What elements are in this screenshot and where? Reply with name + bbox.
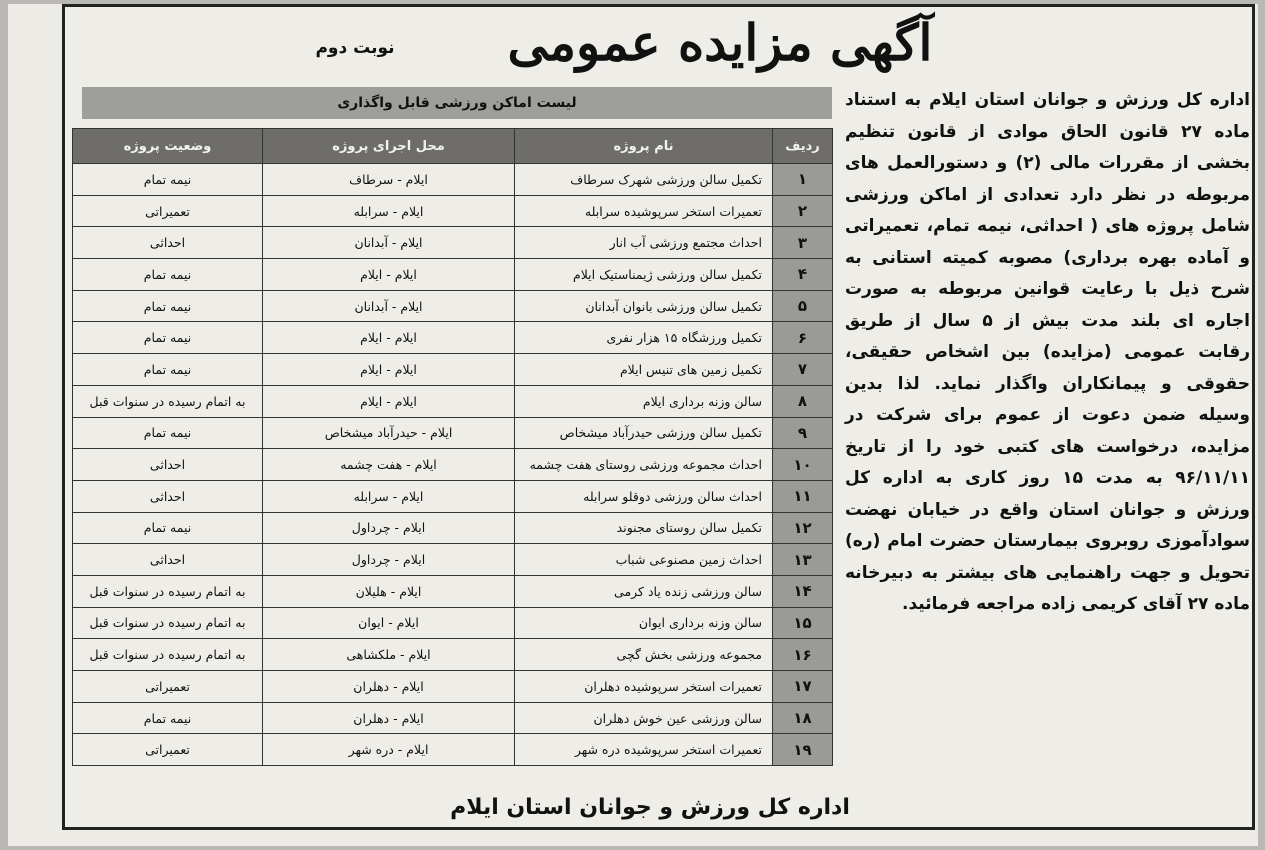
table-row <box>73 512 833 544</box>
col-header-name: نام پروژه <box>515 129 773 164</box>
project-name: تعمیرات استخر سرپوشیده سرابله <box>515 195 773 227</box>
table-row <box>73 227 833 259</box>
project-location: ایلام - چرداول <box>263 544 515 576</box>
project-status: نیمه تمام <box>73 354 263 386</box>
announcement-body: اداره کل ورزش و جوانان استان ایلام به استناد ماده ۲۷ قانون الحاق موادی از قانون تنظیم بخشی از مقررات مالی (۲) و دستورالعمل های مربوطه در نظر دارد تعدادی از اماکن ورزشی شامل پروژه های ( احداثی، نیمه تمام، تعمیراتی و آماده بهره برداری) مصوبه کمیته استانی به شرح ذیل با رعایت قوانین مربوطه به صورت اجاره ای بلند مدت بیش از ۵ سال از طریق رقابت عمومی (مزایده) بین اشخاص حقیقی، حقوقی و پیمانکاران واگذار نماید. لذا بدین وسیله ضمن دعوت از عموم برای شرکت در مزایده، درخواست های کتبی خود را از تاریخ ۹۶/۱۱/۱۱ به مدت ۱۵ روز کاری به اداره کل ورزش و جوانان استان واقع در خیابان نهضت سوادآموزی روبروی بیمارستان حضرت امام (ره) تحویل و جهت راهنمایی های بیشتر به دبیرخانه ماده ۲۷ آقای کریمی زاده مراجعه فرمائید. <box>845 90 1251 614</box>
project-name: تکمیل ورزشگاه ۱۵ هزار نفری <box>515 322 773 354</box>
project-location: ایلام - دهلران <box>263 702 515 734</box>
col-header-location: محل اجرای پروژه <box>263 129 515 164</box>
project-location: ایلام - هفت چشمه <box>263 449 515 481</box>
project-location: ایلام - سرابله <box>263 195 515 227</box>
table-row <box>73 322 833 354</box>
table-row <box>73 575 833 607</box>
row-number: ۱۵ <box>773 607 833 639</box>
project-status: احداثی <box>73 544 263 576</box>
row-number: ۶ <box>773 322 833 354</box>
row-number: ۱۰ <box>773 449 833 481</box>
project-name: مجموعه ورزشی بخش گچی <box>515 639 773 671</box>
table-row <box>73 259 833 291</box>
project-name: تکمیل سالن ورزشی بانوان آبدانان <box>515 290 773 322</box>
table-row <box>73 164 833 196</box>
row-number: ۱۶ <box>773 639 833 671</box>
project-status: احداثی <box>73 480 263 512</box>
project-location: ایلام - چرداول <box>263 512 515 544</box>
project-name: سالن ورزشی زنده یاد کرمی <box>515 575 773 607</box>
project-name: احداث مجموعه ورزشی روستای هفت چشمه <box>515 449 773 481</box>
row-number: ۵ <box>773 290 833 322</box>
project-status: به اتمام رسیده در سنوات قبل <box>73 575 263 607</box>
col-header-status: وضعیت پروژه <box>73 129 263 164</box>
project-name: سالن وزنه برداری ایوان <box>515 607 773 639</box>
project-location: ایلام - هلیلان <box>263 575 515 607</box>
project-name: تکمیل سالن ورزشی شهرک سرطاف <box>515 164 773 196</box>
project-name: سالن ورزشی عین خوش دهلران <box>515 702 773 734</box>
row-number: ۹ <box>773 417 833 449</box>
row-number: ۱۷ <box>773 671 833 703</box>
project-name: تعمیرات استخر سرپوشیده دره شهر <box>515 734 773 766</box>
project-status: نیمه تمام <box>73 164 263 196</box>
project-location: ایلام - ایلام <box>263 322 515 354</box>
project-status: به اتمام رسیده در سنوات قبل <box>73 639 263 671</box>
project-location: ایلام - آبدانان <box>263 290 515 322</box>
project-status: نیمه تمام <box>73 290 263 322</box>
project-name: تکمیل زمین های تنیس ایلام <box>515 354 773 386</box>
project-location: ایلام - ایلام <box>263 354 515 386</box>
project-status: احداثی <box>73 227 263 259</box>
row-number: ۱۳ <box>773 544 833 576</box>
project-status: نیمه تمام <box>73 512 263 544</box>
project-status: نیمه تمام <box>73 417 263 449</box>
project-location: ایلام - سرطاف <box>263 164 515 196</box>
table-row <box>73 734 833 766</box>
projects-table <box>72 128 833 766</box>
project-location: ایلام - ایوان <box>263 607 515 639</box>
table-row <box>73 607 833 639</box>
project-name: احداث سالن ورزشی دوقلو سرابله <box>515 480 773 512</box>
project-name: تکمیل سالن ورزشی حیدرآباد میشخاص <box>515 417 773 449</box>
project-status: تعمیراتی <box>73 195 263 227</box>
project-name: احداث زمین مصنوعی شباب <box>515 544 773 576</box>
project-name: تعمیرات استخر سرپوشیده دهلران <box>515 671 773 703</box>
table-row <box>73 290 833 322</box>
row-number: ۱۹ <box>773 734 833 766</box>
project-status: نیمه تمام <box>73 322 263 354</box>
project-name: سالن وزنه برداری ایلام <box>515 385 773 417</box>
list-title: لیست اماکن ورزشی قابل واگذاری <box>82 87 832 119</box>
project-location: ایلام - دره شهر <box>263 734 515 766</box>
table-row <box>73 417 833 449</box>
project-location: ایلام - ایلام <box>263 385 515 417</box>
project-location: ایلام - ایلام <box>263 259 515 291</box>
project-location: ایلام - ملکشاهی <box>263 639 515 671</box>
table-row <box>73 195 833 227</box>
project-status: نیمه تمام <box>73 702 263 734</box>
project-location: ایلام - آبدانان <box>263 227 515 259</box>
table-body <box>73 164 833 766</box>
table-row <box>73 544 833 576</box>
table-header-row <box>73 129 833 164</box>
project-location: ایلام - حیدرآباد میشخاص <box>263 417 515 449</box>
project-status: تعمیراتی <box>73 671 263 703</box>
project-location: ایلام - دهلران <box>263 671 515 703</box>
project-status: نیمه تمام <box>73 259 263 291</box>
project-location: ایلام - سرابله <box>263 480 515 512</box>
footer-organization: اداره کل ورزش و جوانان استان ایلام <box>450 795 850 820</box>
table-row <box>73 671 833 703</box>
project-name: تکمیل سالن ورزشی ژیمناستیک ایلام <box>515 259 773 291</box>
table-row <box>73 385 833 417</box>
table-row <box>73 480 833 512</box>
row-number: ۱۴ <box>773 575 833 607</box>
project-name: تکمیل سالن روستای مجنوند <box>515 512 773 544</box>
row-number: ۱۱ <box>773 480 833 512</box>
round-label: نوبت دوم <box>315 38 395 58</box>
table-row <box>73 449 833 481</box>
row-number: ۱ <box>773 164 833 196</box>
table-row <box>73 639 833 671</box>
row-number: ۲ <box>773 195 833 227</box>
row-number: ۷ <box>773 354 833 386</box>
ad-title: آگهی مزایده عمومی <box>507 13 933 72</box>
row-number: ۱۸ <box>773 702 833 734</box>
project-status: احداثی <box>73 449 263 481</box>
row-number: ۴ <box>773 259 833 291</box>
project-name: احداث مجتمع ورزشی آب انار <box>515 227 773 259</box>
project-status: به اتمام رسیده در سنوات قبل <box>73 385 263 417</box>
col-header-row: ردیف <box>773 129 833 164</box>
project-status: به اتمام رسیده در سنوات قبل <box>73 607 263 639</box>
row-number: ۱۲ <box>773 512 833 544</box>
project-status: تعمیراتی <box>73 734 263 766</box>
row-number: ۳ <box>773 227 833 259</box>
table-row <box>73 354 833 386</box>
table-row <box>73 702 833 734</box>
row-number: ۸ <box>773 385 833 417</box>
